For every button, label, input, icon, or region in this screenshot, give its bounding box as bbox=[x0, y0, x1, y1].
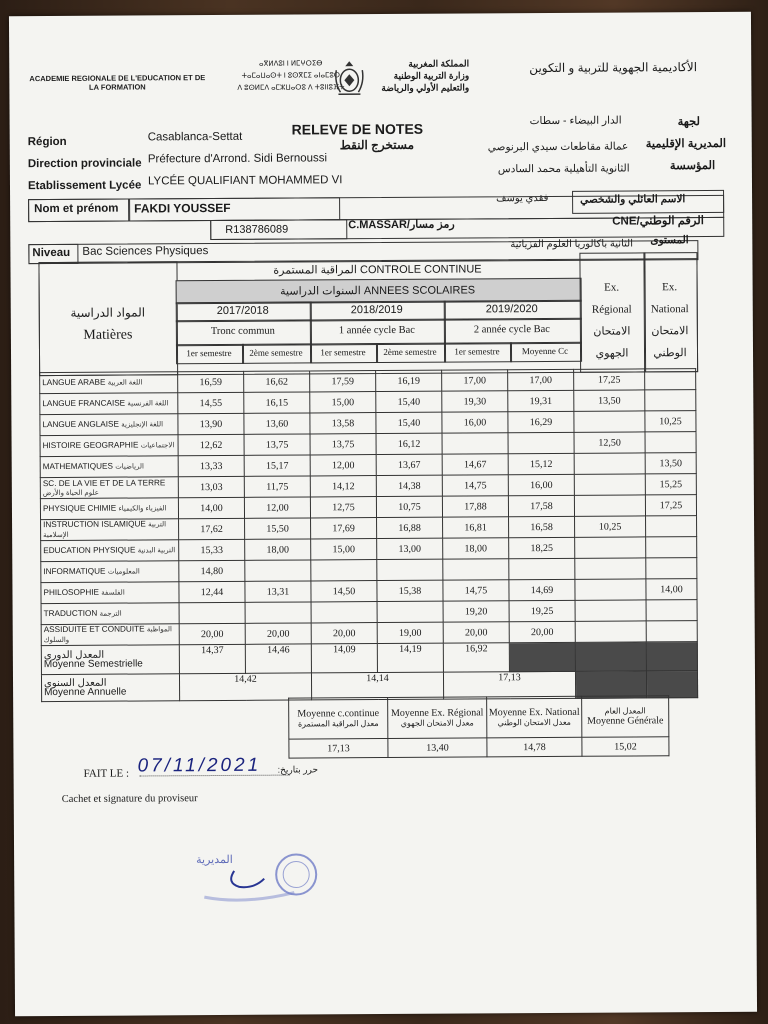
grade-cell: 14,00 bbox=[646, 579, 697, 600]
grade-cell bbox=[311, 560, 377, 581]
massar-label: C.MASSAR/رمز مسار bbox=[348, 218, 455, 232]
grade-cell: 15,50 bbox=[245, 518, 311, 539]
controle-continue-header bbox=[175, 262, 579, 277]
direction-ar-label: المديرية الإقليمية bbox=[645, 137, 727, 151]
grade-cell bbox=[574, 495, 645, 516]
grade-cell bbox=[574, 453, 645, 474]
grade-cell: 15,40 bbox=[376, 391, 442, 412]
subject-name-ar: الرياضيات bbox=[115, 463, 145, 471]
grade-cell: 14,55 bbox=[178, 392, 244, 413]
grades-table bbox=[39, 368, 698, 702]
tifinagh-line-1: ⴰⴳⵍⴷⵓⵏ ⵏ ⵍⵎⵖⵔⵉⴱ bbox=[259, 60, 323, 68]
moyenne-semestrielle-value: 14,19 bbox=[377, 643, 443, 672]
summary-table bbox=[288, 695, 669, 758]
moyenne-semestrielle-row bbox=[41, 642, 697, 675]
grade-cell: 11,75 bbox=[244, 476, 310, 497]
grade-cell: 19,25 bbox=[509, 600, 575, 621]
handwritten-date: 07/11/2021 bbox=[137, 754, 262, 777]
level-label-3: 2 année cycle Bac bbox=[473, 323, 550, 336]
etablissement-ar-label: المؤسسة bbox=[669, 159, 716, 173]
moy-ann-fr: Moyenne Annuelle bbox=[44, 686, 127, 699]
grade-cell: 10,25 bbox=[645, 411, 696, 432]
subject-name: LANGUE FRANCAISE bbox=[42, 398, 126, 409]
year-label-2: 2018/2019 bbox=[350, 303, 403, 317]
grade-cell bbox=[508, 432, 574, 453]
cachet-label: Cachet et signature du proviseur bbox=[61, 793, 198, 805]
grade-cell bbox=[575, 621, 646, 642]
grade-cell: 17,69 bbox=[311, 518, 377, 539]
grade-cell: 10,75 bbox=[376, 496, 442, 517]
grade-cell bbox=[646, 621, 697, 642]
direction-label: Direction provinciale bbox=[27, 157, 142, 171]
grade-cell: 14,67 bbox=[442, 454, 508, 475]
subject-name: INFORMATIQUE bbox=[43, 566, 106, 577]
subject-name: HISTOIRE GEOGRAPHIE bbox=[42, 440, 139, 451]
subject-name-ar: المواظبة والسلوك bbox=[43, 626, 172, 645]
grade-cell: 15,38 bbox=[377, 580, 443, 601]
semester-label-2: 2ème semestre bbox=[249, 347, 303, 358]
grade-cell: 16,15 bbox=[244, 392, 310, 413]
semester-label-3: 1er semestre bbox=[320, 347, 366, 358]
grade-cell bbox=[245, 602, 311, 623]
grade-cell: 14,75 bbox=[443, 580, 509, 601]
grade-cell: 17,25 bbox=[574, 369, 645, 390]
grade-cell: 15,00 bbox=[310, 392, 376, 413]
grade-cell: 13,60 bbox=[244, 413, 310, 434]
moyenne-annuelle-value: 17,13 bbox=[443, 671, 575, 699]
grade-cell: 16,29 bbox=[508, 411, 574, 432]
ex-national-line-4: الوطني bbox=[653, 347, 687, 360]
moyenne-semestrielle-label bbox=[41, 645, 179, 675]
academie-ar: الأكاديمية الجهوية للتربية و التكوين bbox=[529, 60, 698, 76]
grade-cell: 19,31 bbox=[508, 390, 574, 411]
ex-national-line-3: الامتحان bbox=[651, 325, 689, 338]
subject-name: LANGUE ARABE bbox=[42, 377, 106, 388]
grade-cell: 14,12 bbox=[310, 476, 376, 497]
grade-cell: 13,58 bbox=[310, 413, 376, 434]
subject-cell bbox=[41, 561, 179, 583]
year-label-1: 2017/2018 bbox=[216, 304, 269, 318]
summary-generale-ar: المعدل العام bbox=[604, 706, 646, 716]
grade-cell: 13,00 bbox=[377, 538, 443, 559]
grade-cell: 13,31 bbox=[245, 581, 311, 602]
grade-cell: 14,75 bbox=[442, 475, 508, 496]
grade-cell bbox=[645, 390, 696, 411]
subject-name: SC. DE LA VIE ET DE LA TERRE bbox=[42, 477, 166, 488]
grade-cell: 17,62 bbox=[179, 518, 245, 539]
subject-cell bbox=[41, 540, 179, 562]
niveau-value: Bac Sciences Physiques bbox=[82, 245, 209, 258]
grade-cell bbox=[443, 559, 509, 580]
grade-cell: 14,50 bbox=[311, 581, 377, 602]
ministere-ar bbox=[381, 57, 469, 94]
direction-value: Préfecture d'Arrond. Sidi Bernoussi bbox=[147, 152, 328, 166]
moy-sem-fr: Moyenne Semestrielle bbox=[43, 658, 143, 671]
ex-regional-line-4: الجهوي bbox=[595, 347, 629, 360]
moyenne-semestrielle-value: 14,09 bbox=[311, 644, 377, 673]
grade-cell: 12,00 bbox=[310, 455, 376, 476]
region-ar-label: لجهة bbox=[677, 116, 701, 129]
moy-ann-ar: المعدل السنوي bbox=[43, 677, 107, 690]
region-value: Casablanca-Settat bbox=[147, 130, 243, 144]
grade-cell bbox=[442, 433, 508, 454]
grade-cell: 16,88 bbox=[377, 517, 443, 538]
summary-cc-ar: معدل المراقبة المستمرة bbox=[297, 719, 379, 729]
grade-cell: 15,25 bbox=[645, 474, 696, 495]
grade-cell: 17,00 bbox=[442, 370, 508, 391]
grade-cell: 16,59 bbox=[178, 371, 244, 392]
summary-national-ar: معدل الامتحان الوطني bbox=[497, 717, 571, 728]
subject-cell bbox=[40, 456, 178, 478]
stamp-text: المديرية bbox=[196, 853, 233, 867]
summary-generale-fr: Moyenne Générale bbox=[587, 715, 664, 727]
grade-cell bbox=[377, 601, 443, 622]
grade-cell: 16,19 bbox=[376, 370, 442, 391]
ex-national-header bbox=[644, 276, 697, 364]
grade-cell bbox=[646, 600, 697, 621]
subject-name-ar: اللغة الإنجليزية bbox=[121, 421, 164, 429]
grade-cell: 18,00 bbox=[443, 538, 509, 559]
niveau-ar-label: المستوى bbox=[650, 234, 689, 247]
grade-cell: 16,58 bbox=[509, 516, 575, 537]
cne-label: CNE/الرقم الوطني bbox=[612, 215, 704, 228]
grade-cell bbox=[646, 537, 697, 558]
grade-cell: 20,00 bbox=[245, 623, 311, 644]
subject-name: ASSIDUITE ET CONDUITE bbox=[43, 624, 145, 635]
niveau-label: Niveau bbox=[32, 246, 71, 260]
official-stamp bbox=[184, 852, 334, 913]
direction-ar-value: عمالة مقاطعات سيدي البرنوصي bbox=[487, 140, 629, 154]
ministere-line-1: المملكة المغربية bbox=[408, 58, 470, 69]
grade-cell: 13,50 bbox=[645, 453, 696, 474]
name-ar-value: فقدي يوسف bbox=[496, 192, 549, 205]
grade-cell: 17,59 bbox=[310, 371, 376, 392]
grade-cell: 14,69 bbox=[509, 579, 575, 600]
grade-cell: 12,00 bbox=[244, 497, 310, 518]
grade-cell: 12,62 bbox=[178, 434, 244, 455]
subject-cell bbox=[40, 414, 178, 436]
grade-cell: 12,44 bbox=[179, 581, 245, 602]
subject-name-ar: المعلوميات bbox=[107, 568, 140, 576]
transcript-document bbox=[9, 12, 757, 1017]
summary-regional-fr: Moyenne Ex. Régional bbox=[390, 707, 484, 719]
annees-ar: السنوات الدراسية bbox=[280, 285, 361, 298]
region-ar-value: الدار البيضاء - سطات bbox=[529, 114, 622, 128]
grade-cell: 17,58 bbox=[508, 495, 574, 516]
subject-cell bbox=[41, 624, 179, 646]
subject-name: MATHEMATIQUES bbox=[42, 461, 113, 472]
grade-cell bbox=[646, 516, 697, 537]
semester-label-4: 2ème semestre bbox=[383, 346, 437, 357]
grade-cell: 16,12 bbox=[376, 433, 442, 454]
year-label-3: 2019/2020 bbox=[485, 303, 538, 316]
shaded-cell bbox=[509, 642, 575, 671]
grade-cell: 16,81 bbox=[443, 517, 509, 538]
etablissement-value: LYCÉE QUALIFIANT MOHAMMED VI bbox=[147, 174, 343, 188]
grade-cell: 17,25 bbox=[645, 495, 696, 516]
grade-cell: 19,30 bbox=[442, 391, 508, 412]
grade-cell bbox=[575, 600, 646, 621]
grade-cell bbox=[575, 558, 646, 579]
matieres-fr: Matières bbox=[83, 327, 133, 343]
grade-cell: 16,00 bbox=[508, 474, 574, 495]
grade-cell: 14,00 bbox=[178, 497, 244, 518]
tifinagh-line-2: ⵜⴰⵎⴰⵡⴰⵙⵜ ⵏ ⵓⵙⴳⵎⵉ ⴰⵏⴰⵎⵓⵔ bbox=[241, 72, 341, 80]
date-ar-label: حرر بتاريخ: bbox=[277, 764, 319, 775]
subject-name: PHILOSOPHIE bbox=[43, 587, 100, 598]
grade-cell bbox=[509, 558, 575, 579]
summary-header-generale bbox=[582, 696, 669, 738]
page-title-ar: مستخرج النقط bbox=[339, 137, 415, 153]
shaded-cell bbox=[646, 671, 697, 698]
coat-of-arms-icon bbox=[332, 58, 366, 98]
semester-label-5: 1er semestre bbox=[454, 346, 500, 357]
semester-label-1: 1er semestre bbox=[186, 347, 232, 359]
grade-cell: 18,25 bbox=[509, 537, 575, 558]
grade-cell bbox=[245, 560, 311, 581]
summary-header-cc bbox=[289, 697, 388, 739]
grade-cell: 13,03 bbox=[178, 476, 244, 497]
academie-fr: ACADEMIE REGIONALE DE L'EDUCATION ET DE LA FORMATION bbox=[29, 73, 206, 92]
grade-cell: 13,50 bbox=[574, 390, 645, 411]
grade-cell bbox=[575, 579, 646, 600]
grade-cell: 10,25 bbox=[575, 516, 646, 537]
subject-cell bbox=[41, 603, 179, 625]
subject-cell bbox=[40, 498, 178, 520]
fait-le-label: FAIT LE : bbox=[83, 767, 130, 780]
etablissement-label: Etablissement Lycée bbox=[27, 179, 142, 193]
level-label-1: Tronc commun bbox=[210, 325, 275, 338]
name-value: FAKDI YOUSSEF bbox=[134, 200, 231, 216]
subject-cell bbox=[40, 393, 178, 415]
annees-fr: ANNEES SCOLAIRES bbox=[363, 284, 476, 298]
subject-name-ar: الترجمة bbox=[99, 610, 122, 618]
grade-cell: 20,00 bbox=[443, 622, 509, 643]
grade-cell bbox=[645, 432, 696, 453]
grade-cell bbox=[645, 369, 696, 390]
grade-cell bbox=[574, 474, 645, 495]
subject-name-ar: اللغة العربية bbox=[107, 379, 143, 387]
summary-header-national bbox=[487, 696, 582, 738]
grade-cell: 20,00 bbox=[311, 623, 377, 644]
grade-cell: 13,90 bbox=[178, 413, 244, 434]
grades-body bbox=[40, 369, 698, 702]
grade-cell: 13,67 bbox=[376, 454, 442, 475]
grade-cell: 13,75 bbox=[244, 434, 310, 455]
subject-name: TRADUCTION bbox=[43, 608, 98, 619]
moyenne-semestrielle-value: 14,46 bbox=[245, 644, 311, 673]
ex-regional-header bbox=[580, 276, 645, 364]
subject-cell bbox=[40, 435, 178, 457]
moyenne-annuelle-value: 14,42 bbox=[179, 673, 311, 701]
grade-cell: 16,62 bbox=[244, 371, 310, 392]
summary-cc-value: 17,13 bbox=[289, 738, 388, 758]
region-label: Région bbox=[27, 135, 67, 149]
subject-name-ar: الاجتماعيات bbox=[140, 442, 175, 450]
niveau-ar-value: الثانية باكالوريا العلوم الفزيائية bbox=[510, 238, 633, 251]
grade-cell: 20,00 bbox=[179, 623, 245, 644]
subject-cell bbox=[41, 582, 179, 604]
summary-national-value: 14,78 bbox=[487, 737, 582, 757]
grade-cell: 13,75 bbox=[310, 434, 376, 455]
matieres-ar: المواد الدراسية bbox=[70, 305, 146, 320]
annees-header bbox=[176, 283, 580, 298]
grade-cell bbox=[377, 559, 443, 580]
subject-cell bbox=[41, 519, 179, 541]
subject-cell bbox=[40, 477, 178, 499]
moy-sem-ar: المعدل الدوري bbox=[43, 649, 105, 662]
summary-header-regional bbox=[388, 697, 487, 739]
shaded-cell bbox=[575, 642, 646, 671]
subject-name-ar: اللغة الفرنسية bbox=[127, 400, 169, 408]
subject-name: PHYSIQUE CHIMIE bbox=[42, 503, 117, 514]
grade-cell: 17,00 bbox=[508, 369, 574, 390]
page-title: RELEVE DE NOTES bbox=[291, 120, 424, 138]
grade-cell: 15,33 bbox=[179, 539, 245, 560]
grade-cell: 15,00 bbox=[311, 539, 377, 560]
subject-name-ar: علوم الحياة والأرض bbox=[42, 489, 99, 497]
grade-cell: 15,17 bbox=[244, 455, 310, 476]
ex-national-line-1: Ex. bbox=[662, 281, 678, 294]
summary-cc-fr: Moyenne c.continue bbox=[297, 708, 380, 720]
grade-cell: 19,00 bbox=[377, 622, 443, 643]
summary-national-fr: Moyenne Ex. National bbox=[488, 706, 580, 719]
subject-cell bbox=[40, 372, 178, 394]
ministere-line-3: والتعليم الأولي والرياضة bbox=[381, 82, 470, 94]
grade-cell: 14,80 bbox=[179, 560, 245, 581]
shaded-cell bbox=[575, 671, 646, 698]
name-label: Nom et prénom bbox=[34, 202, 119, 216]
summary-regional-ar: معدل الامتحان الجهوي bbox=[400, 718, 474, 728]
grade-cell bbox=[311, 602, 377, 623]
ex-regional-line-2: Régional bbox=[591, 303, 632, 316]
grade-cell bbox=[574, 411, 645, 432]
grade-cell: 20,00 bbox=[509, 621, 575, 642]
tifinagh-header bbox=[237, 58, 344, 95]
semester-label-6: Moyenne Cc bbox=[521, 345, 569, 357]
grade-cell: 15,40 bbox=[376, 412, 442, 433]
grade-cell bbox=[179, 602, 245, 623]
grade-cell: 18,00 bbox=[245, 539, 311, 560]
massar-value: R138786089 bbox=[225, 223, 289, 236]
grade-cell: 12,50 bbox=[574, 432, 645, 453]
ex-regional-line-1: Ex. bbox=[604, 281, 620, 294]
grade-cell: 13,33 bbox=[178, 455, 244, 476]
grade-cell: 12,75 bbox=[310, 497, 376, 518]
grade-cell: 16,00 bbox=[442, 412, 508, 433]
moyenne-semestrielle-value: 16,92 bbox=[443, 643, 509, 672]
ministere-line-2: وزارة التربية الوطنية bbox=[393, 70, 470, 81]
summary-regional-value: 13,40 bbox=[388, 738, 487, 758]
subject-name-ar: التربية الإسلامية bbox=[43, 521, 167, 540]
moyenne-annuelle-label bbox=[41, 674, 179, 702]
tifinagh-line-3: ⴷ ⵓⵙⵍⵎⴷ ⴰⵎⵣⵡⴰⵔⵓ ⴷ ⵜⵓⵏⵏⵓⴼⵜ bbox=[237, 84, 345, 92]
subject-name: LANGUE ANGLAISE bbox=[42, 419, 119, 430]
grade-cell: 14,38 bbox=[376, 475, 442, 496]
summary-generale-value: 15,02 bbox=[582, 737, 669, 757]
controle-ar: المراقبة المستمرة bbox=[273, 264, 357, 277]
shaded-cell bbox=[646, 642, 697, 671]
grade-cell bbox=[646, 558, 697, 579]
subject-name: INSTRUCTION ISLAMIQUE bbox=[43, 519, 146, 530]
grade-cell: 15,12 bbox=[508, 453, 574, 474]
moyenne-semestrielle-value: 14,37 bbox=[179, 644, 245, 673]
subject-name-ar: الفيزياء والكيمياء bbox=[118, 505, 167, 513]
ex-national-line-2: National bbox=[650, 303, 689, 316]
ex-regional-line-3: الامتحان bbox=[593, 325, 631, 338]
grade-cell bbox=[575, 537, 646, 558]
grade-cell: 17,88 bbox=[442, 496, 508, 517]
name-ar-label: الاسم العائلي والشخصي bbox=[580, 193, 686, 206]
subject-name: EDUCATION PHYSIQUE bbox=[43, 545, 136, 556]
level-label-2: 1 année cycle Bac bbox=[338, 324, 415, 337]
moyenne-annuelle-value: 14,14 bbox=[311, 672, 443, 700]
subject-name-ar: الفلسفة bbox=[101, 589, 125, 597]
etablissement-ar-value: الثانوية التأهيلية محمد السادس bbox=[497, 162, 630, 176]
grade-cell: 19,20 bbox=[443, 601, 509, 622]
subject-name-ar: التربية البدنية bbox=[137, 547, 176, 555]
controle-fr: CONTROLE CONTINUE bbox=[359, 263, 482, 277]
